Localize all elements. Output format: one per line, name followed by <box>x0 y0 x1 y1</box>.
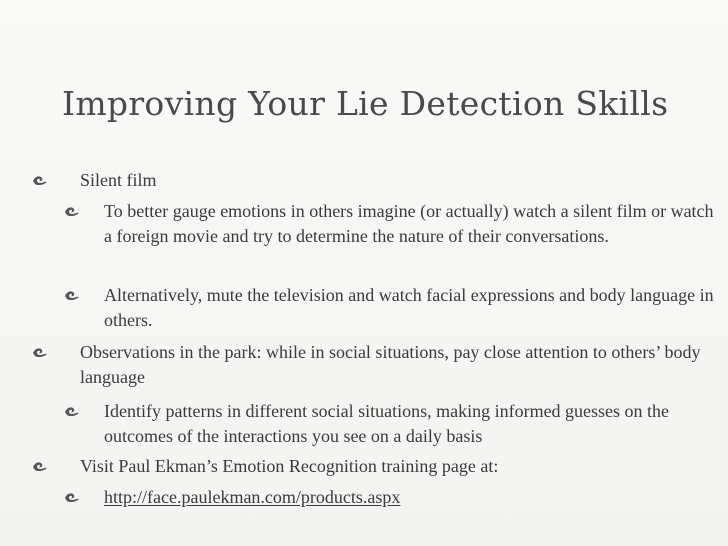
bullet-item-level1 <box>80 340 710 390</box>
bullet-text: Silent film <box>80 170 157 190</box>
bullet-text: Observations in the park: while in social situations, pay close attention to others’ body language <box>80 342 701 387</box>
training-page-link[interactable]: http://face.paulekman.com/products.aspx <box>104 487 401 507</box>
bullet-item-level1 <box>80 168 710 193</box>
bullet-item-level2 <box>104 283 714 333</box>
bullet-text: Identify patterns in different social situations, making informed guesses on the outcomes of the interactions you see on a daily basis <box>104 401 670 446</box>
fleuron-icon <box>64 404 80 418</box>
fleuron-icon <box>64 490 80 504</box>
fleuron-icon <box>32 173 48 187</box>
bullet-item-level1 <box>80 454 710 479</box>
bullet-item-level2 <box>104 199 714 249</box>
fleuron-icon <box>64 288 80 302</box>
bullet-item-level2 <box>104 485 714 510</box>
fleuron-icon <box>32 345 48 359</box>
fleuron-icon <box>32 459 48 473</box>
fleuron-icon <box>64 204 80 218</box>
slide-title: Improving Your Lie Detection Skills <box>62 84 669 124</box>
bullet-text: Visit Paul Ekman’s Emotion Recognition training page at: <box>80 456 499 476</box>
bullet-text: To better gauge emotions in others imagine (or actually) watch a silent film or watch a foreign movie and try to determine the nature of their conversations. <box>104 201 714 246</box>
bullet-text: Alternatively, mute the television and watch facial expressions and body language in others. <box>104 285 714 330</box>
bullet-item-level2 <box>104 399 714 449</box>
